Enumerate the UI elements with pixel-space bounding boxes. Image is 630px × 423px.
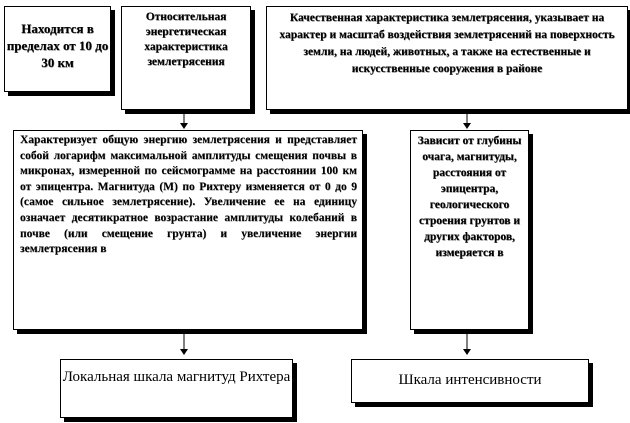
intensity-scale-text: Шкала интенсивности: [398, 372, 542, 388]
richter-scale-text: Локальная шкала магнитуд Рихтера: [62, 369, 291, 385]
qualitative-text: Качественная характеристика землетрясения, указывает на характер и масштаб воздействия землетрясений на поверхность земли, на людей, животных, а также на естественные и искусственные сооружения в районе: [279, 12, 615, 75]
arrow-richter-desc-to-scale-head: [180, 349, 188, 355]
intensity-description-text: Зависит от глубины очага, магнитуды, расстояния от эпицентра, геологического строения грунтов и других факторов, измеряется в: [417, 135, 522, 259]
relative-energy-text: Относительная энергетическая характеристика землетрясения: [144, 11, 228, 68]
arrow-qualitative-to-intensity-head: [463, 123, 471, 129]
range-text: Находится в пределах от 10 до 30 км: [6, 21, 109, 70]
arrow-intensity-desc-to-scale-head: [463, 349, 471, 355]
richter-description-text: Характеризует общую энергию землетрясения и представляет собой логарифм максимальной амплитуды смещения почвы в микронах, измеренной по сейсмограмме на расстоянии 100 км от эпицентра. Магнитуда (М) по Рихтеру изменяется от 0 до 9 (самое сильное землетрясение). Увеличение ее на единицу означает десятикратное возрастание амплитуды колебаний в почве (или смещение грунта) и увеличение энергии землетрясения в: [20, 134, 357, 256]
arrow-energy-to-richter-head: [180, 123, 188, 129]
